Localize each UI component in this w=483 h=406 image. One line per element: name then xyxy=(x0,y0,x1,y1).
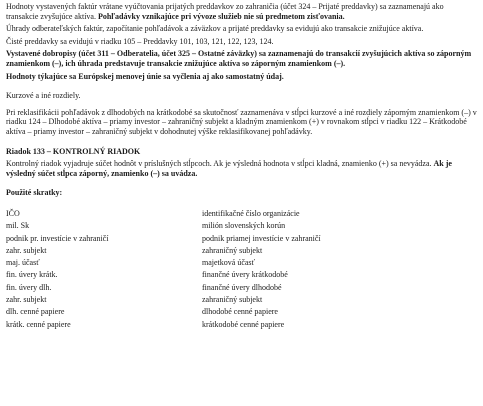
paragraph-reclassification: Pri reklasifikácii pohľadávok z dlhodobých na krátkodobé sa skutočnosť zaznamenáva v stĺpci kurzové a iné rozdiely záporným znamienkom (–) v riadku 124 – Dlhodobé aktíva – priamy investor – zahraničný subjekt a kladným znamienkom (+) v rovnakom stĺpci v riadku 122 – Krátkodobé aktíva – priamy investor – zahraničný subjekt v dohodnutej výške reklasifikovanej pohľadávky. xyxy=(6,107,477,136)
abbr-long: zahraničný subjekt xyxy=(202,245,263,255)
abbr-short: maj. účasť xyxy=(6,258,40,268)
paragraph-emu: Hodnoty týkajúce sa Európskej menovej únie sa vyčlenia aj ako samostatný údaj. xyxy=(6,71,284,81)
paragraph-control-row xyxy=(6,159,477,178)
abbr-short: podnik pr. investície v zahraničí xyxy=(6,233,109,243)
abbr-short: krátk. cenné papiere xyxy=(6,319,71,329)
section-heading-row-133: Riadok 133 – KONTROLNÝ RIADOK xyxy=(6,146,141,156)
paragraph-credit-notes: Vystavené dobropisy (účet 311 – Odberatelia, účet 325 – Ostatné záväzky) sa zaznamenajú do transakcií zvyšujúcich aktíva so záporným znamienkom (–), ich úhrada predstavuje transakcie znižujúce aktíva so záporným znamienkom (–). xyxy=(6,49,472,68)
abbr-long: finančné úvery krátkodobé xyxy=(202,270,288,280)
abbr-short: dlh. cenné papiere xyxy=(6,307,65,317)
abbreviations-list xyxy=(6,208,477,331)
paragraph-exchange-diff: Kurzové a iné rozdiely. xyxy=(6,91,81,101)
paragraph-text: Hodnoty vystavených faktúr vrátane vyúčtovania prijatých preddavkov zo zahraničia (účet 324 – Prijaté preddavky) sa zaznamenajú ako transakcie zvyšujúce aktíva. xyxy=(6,2,444,21)
abbr-long: dlhodobé cenné papiere xyxy=(202,307,278,317)
abbr-long: majetková účasť xyxy=(202,258,255,268)
paragraph-bold-text: Pohľadávky vznikajúce pri vývoze služieb nie sú predmetom zisťovania. xyxy=(97,11,345,21)
abbr-short: fin. úvery krátk. xyxy=(6,270,58,280)
paragraph-invoices xyxy=(6,2,477,21)
abbr-long: zahraničný subjekt xyxy=(202,294,263,304)
abbreviations-heading: Použité skratky: xyxy=(6,188,63,198)
abbr-long: milión slovenských korún xyxy=(202,221,286,231)
paragraph-text: Kontrolný riadok vyjadruje súčet hodnôt v príslušných stĺpcoch. Ak je výsledná hodnota v stĺpci kladná, znamienko (+) sa nevyádza. xyxy=(6,159,434,169)
abbr-short: zahr. subjekt xyxy=(6,294,47,304)
abbr-short: zahr. subjekt xyxy=(6,245,47,255)
abbr-long: finančné úvery dlhodobé xyxy=(202,282,282,292)
paragraph-payments: Úhrady odberateľských faktúr, započítanie pohľadávok a záväzkov a prijaté preddavky sa evidujú ako transakcie znižujúce aktíva. xyxy=(6,24,424,34)
paragraph-bold-text: Ak je výsledný súčet stĺpca záporný, znamienko (–) sa uvádza. xyxy=(6,159,452,178)
abbr-long: krátkodobé cenné papiere xyxy=(202,319,285,329)
abbr-short: fin. úvery dlh. xyxy=(6,282,52,292)
abbr-long: podnik priamej investície v zahraničí xyxy=(202,233,321,243)
abbr-short: mil. Sk xyxy=(6,221,30,231)
abbr-short: IČO xyxy=(6,208,20,218)
paragraph-net-advances: Čisté preddavky sa evidujú v riadku 105 – Preddavky 101, 103, 121, 122, 123, 124. xyxy=(6,36,274,46)
abbr-long: identifikačné číslo organizácie xyxy=(202,208,300,218)
